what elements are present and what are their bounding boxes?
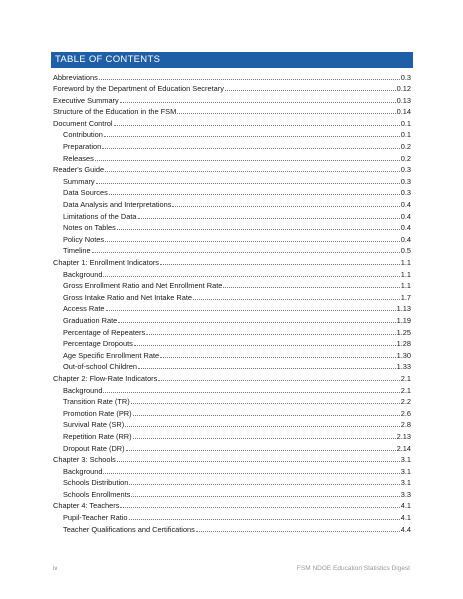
toc-subentry[interactable]	[53, 245, 411, 257]
toc-entry-title: Survival Rate (SR)	[63, 420, 125, 430]
toc-entry-title: Transition Rate (TR)	[63, 397, 130, 407]
toc-subentry[interactable]	[53, 269, 411, 281]
toc-entry-title: Pupil-Teacher Ratio	[63, 513, 128, 523]
dot-leader	[125, 426, 400, 427]
toc-entry-title: Structure of the Education in the FSM	[53, 107, 177, 117]
toc-entry-page: 3.1	[400, 466, 411, 476]
toc-subentry[interactable]	[53, 431, 411, 443]
toc-entry-page: 3.3	[400, 489, 411, 499]
dot-leader	[196, 531, 400, 532]
toc-entry-title: Releases	[63, 153, 94, 163]
dot-leader	[133, 438, 396, 439]
toc-subentry[interactable]	[53, 234, 411, 246]
toc-subentry[interactable]	[53, 396, 411, 408]
toc-entry-title: Document Control	[53, 118, 113, 128]
toc-entry[interactable]	[53, 83, 411, 95]
toc-entry-title: Chapter 3: Schools	[53, 455, 116, 465]
dot-leader	[95, 160, 400, 161]
toc-entry[interactable]	[53, 106, 411, 118]
toc-entry-page: 1.30	[396, 350, 411, 360]
toc-entry[interactable]	[53, 72, 411, 84]
toc-subentry[interactable]	[53, 350, 411, 362]
toc-subentry[interactable]	[53, 408, 411, 420]
toc-entry-title: Gross Enrollment Ratio and Net Enrollment Rate	[63, 281, 223, 291]
toc-entry[interactable]	[53, 454, 411, 466]
toc-entry-page: 1.1	[400, 281, 411, 291]
toc-entry-title: Timeline	[63, 246, 91, 256]
dot-leader	[129, 484, 399, 485]
toc-entry-page: 0.4	[400, 200, 411, 210]
dot-leader	[105, 241, 400, 242]
toc-subentry[interactable]	[53, 222, 411, 234]
toc-entry-title: Summary	[63, 176, 95, 186]
toc-subentry[interactable]	[53, 489, 411, 501]
toc-entry-title: Repetition Rate (RR)	[63, 431, 132, 441]
toc-subentry[interactable]	[53, 385, 411, 397]
toc-subentry[interactable]	[53, 187, 411, 199]
dot-leader	[223, 287, 399, 288]
toc-entry-page: 4.1	[400, 501, 411, 511]
toc-entry-title: Percentage Dropouts	[63, 339, 133, 349]
toc-subentry[interactable]	[53, 129, 411, 141]
toc-entry-page: 4.4	[400, 524, 411, 534]
toc-subentry[interactable]	[53, 315, 411, 327]
toc-entry-page: 0.2	[400, 153, 411, 163]
toc-subentry[interactable]	[53, 443, 411, 455]
toc-entry-page: 0.1	[400, 130, 411, 140]
toc-entry[interactable]	[53, 95, 411, 107]
toc-entry[interactable]	[53, 164, 411, 176]
toc-entry-page: 3.1	[400, 455, 411, 465]
dot-leader	[120, 102, 396, 103]
toc-entry-page: 0.14	[396, 107, 411, 117]
toc-entry-page: 4.1	[400, 513, 411, 523]
toc-entry-page: 1.7	[400, 292, 411, 302]
toc-entry-title: Foreword by the Department of Education Secretary	[53, 84, 224, 94]
toc-entry-page: 1.33	[396, 362, 411, 372]
dot-leader	[160, 264, 400, 265]
toc-entry-page: 0.4	[400, 234, 411, 244]
toc-entry-title: Background	[63, 269, 103, 279]
dot-leader	[117, 229, 400, 230]
toc-subentry[interactable]	[53, 199, 411, 211]
dot-leader	[138, 368, 396, 369]
toc-entry-page: 2.1	[400, 373, 411, 383]
toc-subentry[interactable]	[53, 153, 411, 165]
dot-leader	[103, 276, 399, 277]
toc-entry-page: 1.1	[400, 269, 411, 279]
dot-leader	[131, 496, 399, 497]
toc-entry-title: Percentage of Repeaters	[63, 327, 146, 337]
dot-leader	[131, 403, 400, 404]
dot-leader	[146, 334, 395, 335]
toc-entry-title: Age Specific Enrollment Rate	[63, 350, 160, 360]
toc-entry-page: 0.3	[400, 176, 411, 186]
toc-subentry[interactable]	[53, 292, 411, 304]
dot-leader	[158, 380, 399, 381]
toc-entry-page: 0.2	[400, 142, 411, 152]
toc-entry-page: 0.12	[396, 84, 411, 94]
toc-entry-title: Background	[63, 466, 103, 476]
toc-entry-page: 0.1	[400, 118, 411, 128]
toc-entry-title: Schools Enrollments	[63, 489, 131, 499]
toc-entry-page: 2.8	[400, 420, 411, 430]
toc-subentry[interactable]	[53, 466, 411, 478]
toc-entry-page: 0.4	[400, 223, 411, 233]
toc-subentry[interactable]	[53, 338, 411, 350]
dot-leader	[118, 322, 395, 323]
toc-subentry[interactable]	[53, 280, 411, 292]
toc-entry-title: Out-of-school Children	[63, 362, 137, 372]
toc-entry-title: Graduation Rate	[63, 315, 118, 325]
toc-entry-page: 2.6	[400, 408, 411, 418]
toc-entry[interactable]	[53, 257, 411, 269]
toc-entry[interactable]	[53, 373, 411, 385]
toc-subentry[interactable]	[53, 327, 411, 339]
dot-leader	[177, 113, 395, 114]
toc-entry-title: Contribution	[63, 130, 103, 140]
toc-entry-page: 1.13	[396, 304, 411, 314]
toc-entry-page: 3.1	[400, 478, 411, 488]
toc-entry-title: Preparation	[63, 142, 102, 152]
toc-entry-page: 0.3	[400, 165, 411, 175]
toc-entry-title: Notes on Tables	[63, 223, 116, 233]
dot-leader	[99, 79, 400, 80]
toc-entry-title: Teacher Qualifications and Certifications	[63, 524, 195, 534]
dot-leader	[105, 171, 400, 172]
dot-leader	[225, 90, 396, 91]
dot-leader	[126, 450, 396, 451]
toc-entry-page: 0.5	[400, 246, 411, 256]
toc-entry-page: 0.3	[400, 188, 411, 198]
toc-entry-page: 2.1	[400, 385, 411, 395]
toc-entry-page: 0.4	[400, 211, 411, 221]
toc-entry-title: Chapter 1: Enrollment Indicators	[53, 258, 159, 267]
dot-leader	[129, 519, 400, 520]
dot-leader	[117, 461, 400, 462]
dot-leader	[106, 310, 396, 311]
toc-entry[interactable]	[53, 500, 411, 512]
toc-entry-title: Background	[63, 385, 103, 395]
toc-entry-page: 1.28	[396, 339, 411, 349]
toc-subentry[interactable]	[53, 141, 411, 153]
toc-entry-page: 1.19	[396, 315, 411, 325]
toc-entry-title: Abbreviations	[53, 72, 98, 82]
toc-subentry[interactable]	[53, 477, 411, 489]
toc-entry-title: Access Rate	[63, 304, 105, 314]
toc-heading: TABLE OF CONTENTS	[51, 52, 413, 68]
footer-page-number: iv	[53, 566, 58, 572]
dot-leader	[172, 206, 399, 207]
toc-entry-page: 1.25	[396, 327, 411, 337]
toc-entry-page: 0.3	[400, 72, 411, 82]
toc-subentry[interactable]	[53, 211, 411, 223]
toc-subentry[interactable]	[53, 361, 411, 373]
toc-entry[interactable]	[53, 118, 411, 130]
dot-leader	[103, 392, 399, 393]
toc-entry-page: 2.14	[396, 443, 411, 453]
dot-leader	[193, 299, 400, 300]
footer-publication-title: FSM NDOE Education Statistics Digest	[296, 565, 410, 572]
dot-leader	[96, 183, 400, 184]
dot-leader	[138, 218, 400, 219]
toc-entry-title: Data Analysis and Interpretations	[63, 200, 172, 210]
toc-entry-page: 0.13	[396, 95, 411, 105]
toc-entry-page: 1.1	[400, 258, 411, 267]
toc-entry-title: Chapter 2: Flow-Rate Indicators	[53, 373, 158, 383]
dot-leader	[92, 252, 400, 253]
toc-entry-title: Reader's Guide	[53, 165, 105, 175]
toc-subentry[interactable]	[53, 176, 411, 188]
dot-leader	[160, 357, 395, 358]
dot-leader	[102, 148, 400, 149]
toc-entry-title: Limitations of the Data	[63, 211, 137, 221]
toc-entry-page: 2.2	[400, 397, 411, 407]
dot-leader	[109, 194, 400, 195]
toc-entry-title: Chapter 4: Teachers	[53, 501, 120, 511]
toc-entry-title: Promotion Rate (PR)	[63, 408, 132, 418]
dot-leader	[103, 473, 399, 474]
toc-entry-title: Data Sources	[63, 188, 108, 198]
toc-subentry[interactable]	[53, 524, 411, 536]
dot-leader	[134, 345, 396, 346]
dot-leader	[120, 507, 399, 508]
toc-entry-title: Dropout Rate (DR)	[63, 443, 125, 453]
toc-subentry[interactable]	[53, 419, 411, 431]
toc-subentry[interactable]	[53, 303, 411, 315]
toc-entry-title: Gross Intake Ratio and Net Intake Rate	[63, 292, 192, 302]
toc-list	[53, 72, 411, 536]
toc-entry-page: 2.13	[396, 431, 411, 441]
toc-subentry[interactable]	[53, 512, 411, 524]
toc-entry-title: Executive Summary	[53, 95, 119, 105]
toc-entry-title: Policy Notes	[63, 234, 105, 244]
toc-entry-title: Schools Distribution	[63, 478, 129, 488]
dot-leader	[133, 415, 400, 416]
dot-leader	[114, 125, 400, 126]
dot-leader	[104, 136, 400, 137]
